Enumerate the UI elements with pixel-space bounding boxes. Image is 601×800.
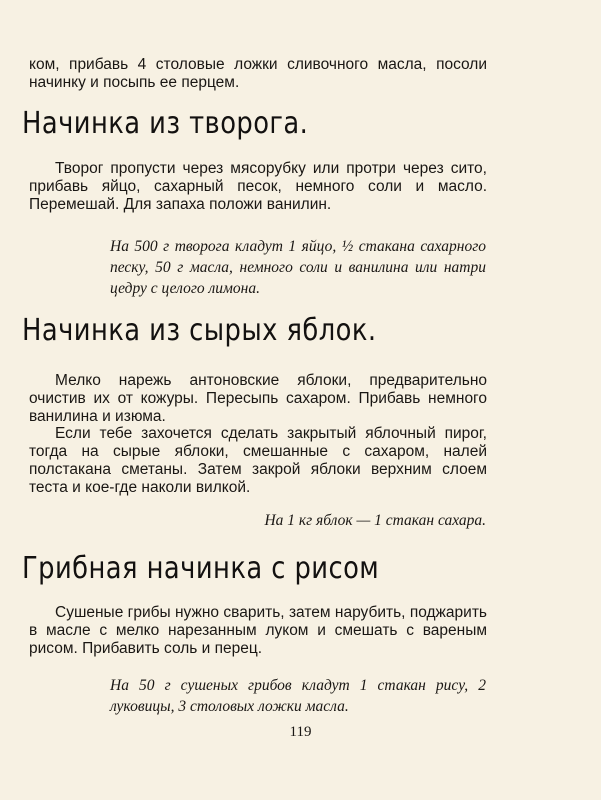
section-paragraph: Если тебе захочется сделать закрытый яблочный пирог, тогда на сырые яблоки, смешанные с сахаром, налей полстакана сметаны. Затем закрой яблоки верхним слоем теста и кое-где наколи вилкой. [29,425,487,496]
section-paragraph: Мелко нарежь антоновские яблоки, предварительно очистив их от кожуры. Пересыпь сахаром. Прибавь немного ванилина и изюма. [29,372,487,425]
section-note: На 1 кг яблок — 1 стакан сахара. [264,512,486,529]
page-number: 119 [289,724,312,740]
intro-paragraph: ком, прибавь 4 столовые ложки сливочного масла, посоли начинку и посыпь ее перцем. [29,56,487,91]
section-paragraph: Творог пропусти через мясорубку или протри через сито, прибавь яйцо, сахарный песок, немного соли и масло. Перемешай. Для запаха положи ванилин. [29,160,487,213]
section-note: На 500 г творога кладут 1 яйцо, ½ стакана сахарного песку, 50 г масла, немного соли и ванилина или натри цедру с целого лимона. [110,238,486,297]
section-heading-mushroom-rice: Грибная начинка с рисом [22,551,380,586]
section-heading-cottage-cheese: Начинка из творога. [22,106,309,141]
section-note: На 50 г сушеных грибов кладут 1 стакан рису, 2 луковицы, 3 столовых ложки масла. [110,677,486,715]
section-heading-raw-apples: Начинка из сырых яблок. [22,313,377,348]
section-paragraph: Сушеные грибы нужно сварить, затем нарубить, поджарить в масле с мелко нарезанным луком и смешать с вареным рисом. Прибавить соль и перец. [29,604,487,657]
